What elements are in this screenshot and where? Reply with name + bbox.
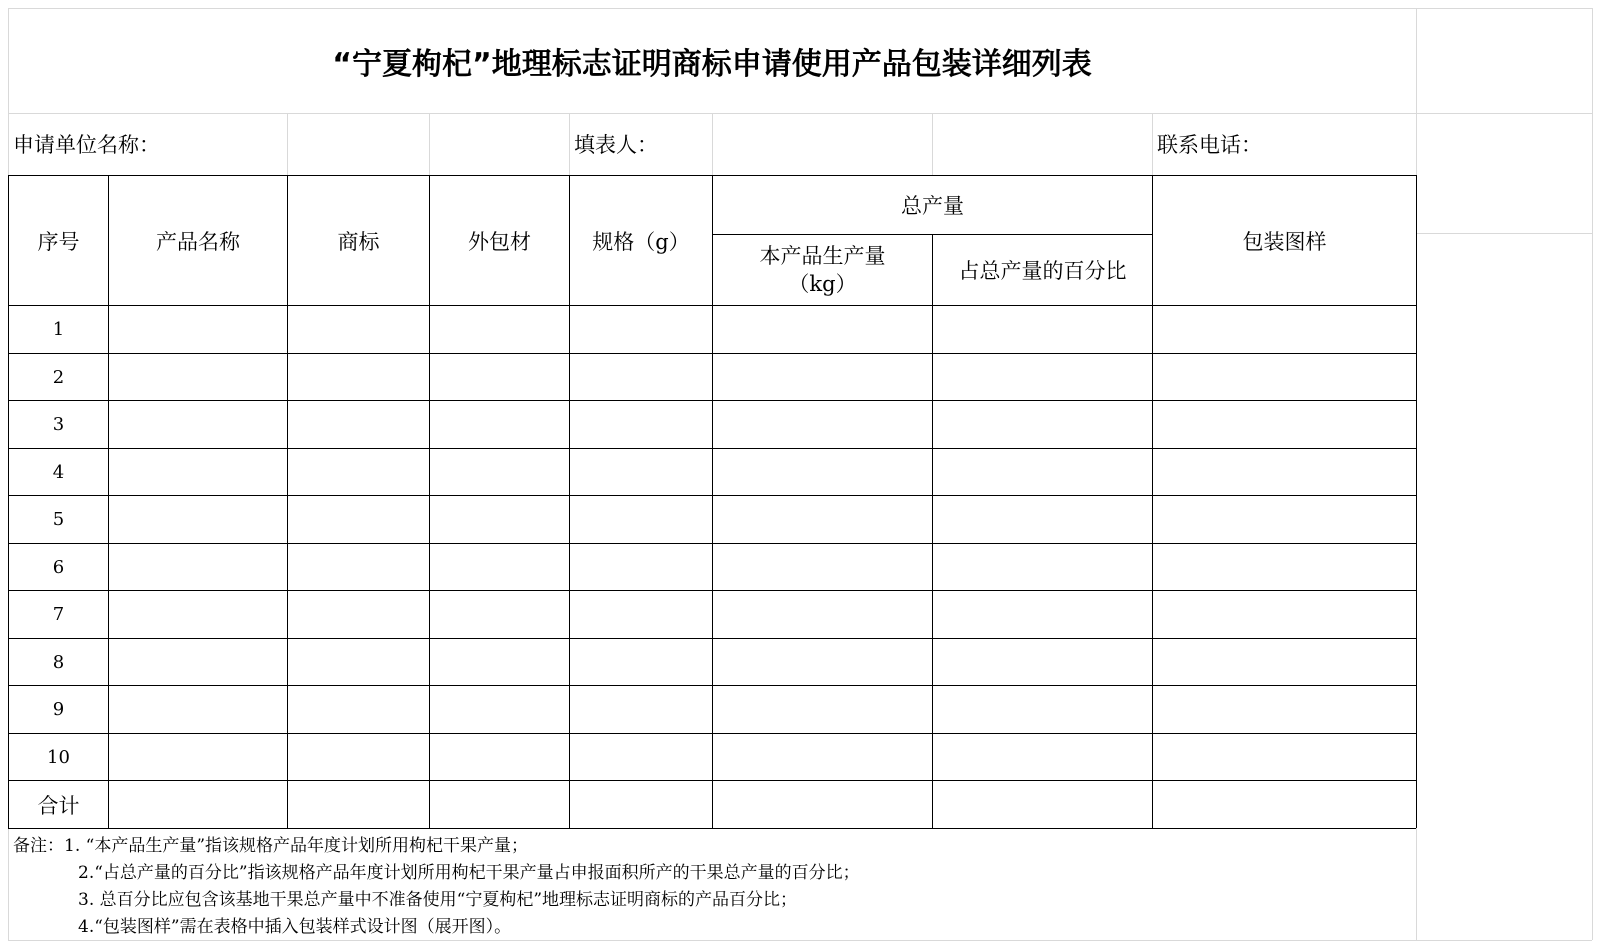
phone-label: 联系电话： [1157,133,1262,157]
header-trademark: 商标 [337,229,380,254]
row-number: 2 [52,366,65,388]
grid-line [287,113,288,175]
row-number: 6 [52,556,65,578]
row-number: 9 [52,699,65,720]
applicant-label: 申请单位名称： [13,133,160,157]
row-number: 1 [52,319,65,340]
note-line-1: 备注：1. “本产品生产量”指该规格产品年度计划所用枸杞干果产量； [13,835,529,856]
row-number: 5 [52,509,65,530]
header-product-output-line1: 本产品生产量 [759,244,886,268]
note-line-2: 2.“占总产量的百分比”指该规格产品年度计划所用枸杞干果产量占申报面积所产的干果总产量的百分比； [78,862,860,883]
header-spec: 规格（g） [592,229,690,254]
row-number: 3 [52,414,65,435]
note-line-4: 4.“包装图样”需在表格中插入包装样式设计图（展开图）。 [78,916,512,937]
grid-line [429,113,430,175]
grid-line [712,113,713,175]
table-line [1416,175,1417,828]
filler-label: 填表人： [574,133,658,157]
grid-line [569,113,570,175]
total-label: 合计 [37,793,80,818]
grid-line [1152,113,1153,175]
row-number: 8 [52,651,65,673]
page-title: “宁夏枸杞”地理标志证明商标申请使用产品包装详细列表 [332,46,1092,82]
grid-line [1592,8,1593,940]
grid-line [8,940,1592,941]
header-seq: 序号 [37,229,80,254]
table-line [8,828,1416,829]
header-product-name: 产品名称 [156,229,240,254]
row-number: 4 [52,461,65,483]
grid-line [8,828,9,940]
row-number: 10 [47,746,70,768]
header-product-output [713,235,932,305]
header-packaging-sample: 包装图样 [1242,229,1327,254]
header-percent-of-total: 占总产量的百分比 [958,259,1127,283]
note-line-3: 3. 总百分比应包含该基地干果总产量中不准备使用“宁夏枸杞”地理标志证明商标的产品百分比； [78,889,798,910]
row-number: 7 [52,604,65,625]
grid-line [1416,233,1592,234]
header-product-output-line2: （kg） [788,272,857,296]
table-line [932,234,933,828]
header-total-output: 总产量 [901,194,964,218]
grid-line [932,113,933,175]
header-outer-packaging: 外包材 [468,229,531,254]
